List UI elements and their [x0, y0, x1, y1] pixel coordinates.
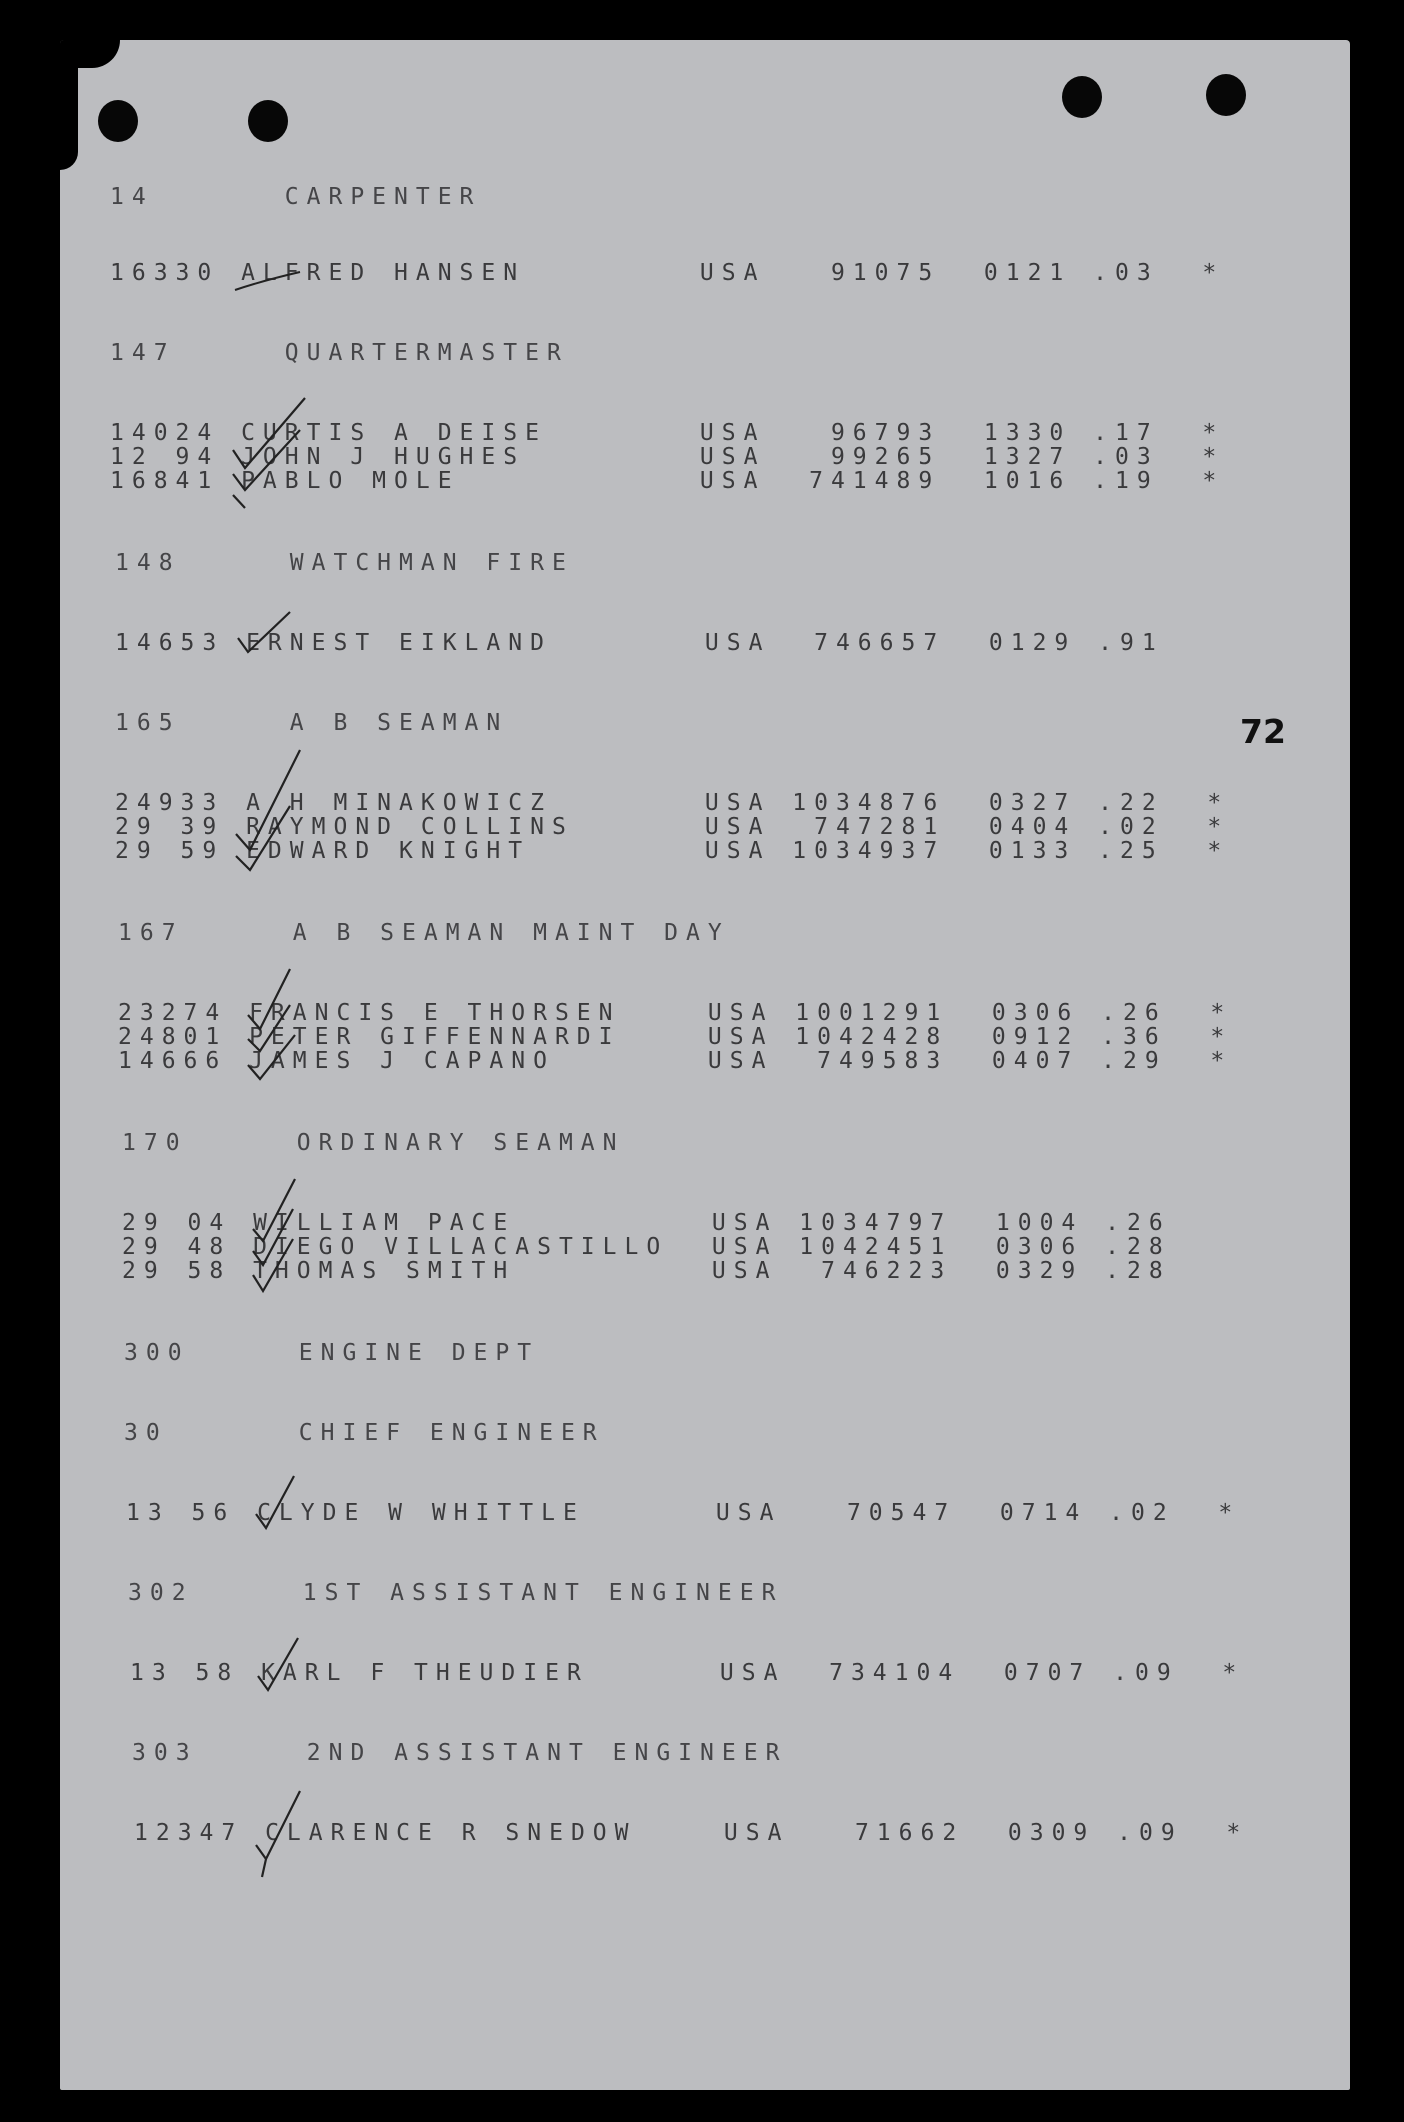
crew-entry: 14024 CURTIS A DEISE USA 96793 1330 .17 *: [110, 420, 1225, 446]
crew-entry: 14653 ERNEST EIKLAND USA 746657 0129 .91: [115, 630, 1164, 656]
crew-entry: 16841 PABLO MOLE USA 741489 1016 .19 *: [110, 468, 1225, 494]
crew-entry: 29 58 THOMAS SMITH USA 746223 0329 .28: [122, 1258, 1171, 1284]
check-mark-icon: [240, 965, 330, 1090]
check-mark-icon: [230, 600, 310, 660]
punch-hole: [1206, 74, 1246, 116]
section-heading: 170 ORDINARY SEAMAN: [122, 1130, 625, 1156]
crew-entry: 24933 A H MINAKOWICZ USA 1034876 0327 .22 *: [115, 790, 1230, 816]
section-heading: 302 1ST ASSISTANT ENGINEER: [128, 1580, 784, 1606]
check-mark-icon: [230, 250, 310, 300]
section-heading: 148 WATCHMAN FIRE: [115, 550, 574, 576]
document-page: [60, 40, 1350, 2090]
crew-entry: 13 56 CLYDE W WHITTLE USA 70547 0714 .02 *: [126, 1500, 1241, 1526]
punch-hole: [98, 100, 138, 142]
crew-entry: 29 59 EDWARD KNIGHT USA 1034937 0133 .25 *: [115, 838, 1230, 864]
section-heading: 167 A B SEAMAN MAINT DAY: [118, 920, 730, 946]
punch-hole: [248, 100, 288, 142]
section-heading: 14 CARPENTER: [110, 184, 482, 210]
torn-corner: [60, 40, 120, 68]
section-heading: 165 A B SEAMAN: [115, 710, 509, 736]
crew-entry: 29 48 DIEGO VILLACASTILLO USA 1042451 0306 .28: [122, 1234, 1171, 1260]
crew-entry: 13 58 KARL F THEUDIER USA 734104 0707 .09 *: [130, 1660, 1245, 1686]
section-heading: 30 CHIEF ENGINEER: [124, 1420, 605, 1446]
page-number: 72: [1240, 712, 1286, 751]
check-mark-icon: [225, 390, 315, 500]
crew-entry: 29 39 RAYMOND COLLINS USA 747281 0404 .02 *: [115, 814, 1230, 840]
punch-hole: [1062, 76, 1102, 118]
crew-entry: 12347 CLARENCE R SNEDOW USA 71662 0309 .09 *: [134, 1820, 1249, 1846]
check-mark-icon: [250, 1470, 320, 1540]
crew-entry: 12 94 JOHN J HUGHES USA 99265 1327 .03 *: [110, 444, 1225, 470]
crew-entry: 24801 PETER GIFFENNARDI USA 1042428 0912 .36 *: [118, 1024, 1233, 1050]
check-mark-icon: [250, 1785, 330, 1885]
check-mark-icon: [230, 740, 320, 880]
crew-entry: 29 04 WILLIAM PACE USA 1034797 1004 .26: [122, 1210, 1171, 1236]
check-mark-icon: [252, 1630, 322, 1700]
crew-entry: 23274 FRANCIS E THORSEN USA 1001291 0306 .26 *: [118, 1000, 1233, 1026]
check-mark-icon: [245, 1175, 335, 1295]
crew-entry: 16330 ALFRED HANSEN USA 91075 0121 .03 *: [110, 260, 1225, 286]
section-heading: 300 ENGINE DEPT: [124, 1340, 540, 1366]
crew-entry: 14666 JAMES J CAPANO USA 749583 0407 .29 *: [118, 1048, 1233, 1074]
section-heading: 147 QUARTERMASTER: [110, 340, 569, 366]
section-heading: 303 2ND ASSISTANT ENGINEER: [132, 1740, 788, 1766]
